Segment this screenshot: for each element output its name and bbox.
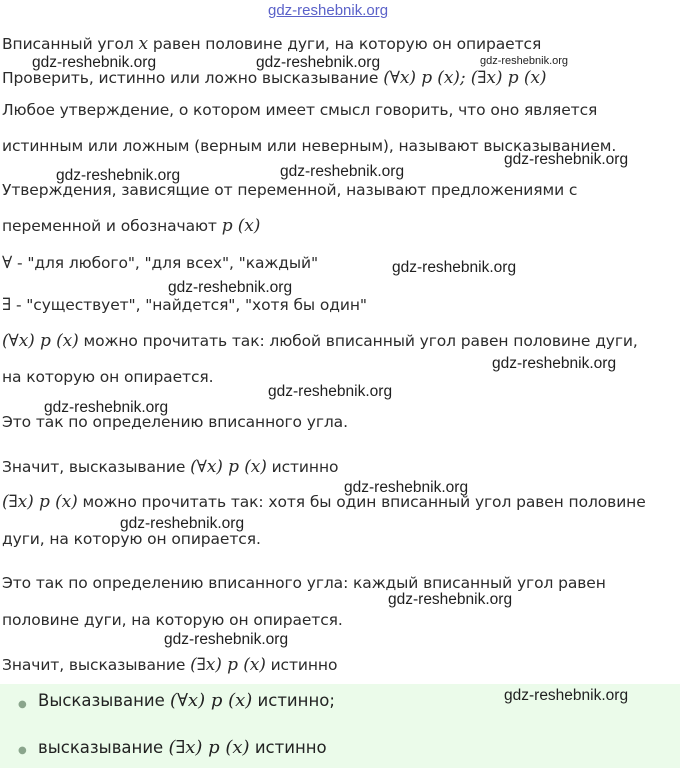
line-8: ∃ - "существует", "найдется", "хотя бы один" bbox=[2, 295, 367, 315]
watermark: gdz-reshebnik.org bbox=[56, 167, 181, 184]
line-9: (∀x) p (x) можно прочитать так: любой вписанный угол равен половине дуги, bbox=[2, 331, 638, 351]
line-15: Это так по определению вписанного угла: каждый вписанный угол равен bbox=[2, 574, 606, 592]
line-11: Это так по определению вписанного угла. bbox=[2, 413, 348, 431]
bullet-icon: ● bbox=[18, 699, 27, 710]
watermark: gdz-reshebnik.org bbox=[164, 631, 289, 648]
line-16: половине дуги, на которую он опирается. bbox=[2, 611, 343, 629]
line-10: на которую он опирается. bbox=[2, 368, 214, 386]
bullet-icon: ● bbox=[18, 745, 27, 756]
line-17: Значит, высказывание (∃x) p (x) истинно bbox=[2, 655, 338, 675]
line-7: ∀ - "для любого", "для всех", "каждый" bbox=[2, 253, 318, 273]
line-14: дуги, на которую он опирается. bbox=[2, 530, 261, 548]
watermark: gdz-reshebnik.org bbox=[256, 54, 381, 71]
watermark: gdz-reshebnik.org bbox=[388, 591, 513, 608]
line-4: истинным или ложным (верным или неверным), называют высказыванием. bbox=[2, 137, 617, 155]
watermark: gdz-reshebnik.org bbox=[344, 479, 469, 496]
line-2: Проверить, истинно или ложно высказывание (∀x) p (x); (∃x) p (x) bbox=[2, 68, 547, 88]
watermark: gdz-reshebnik.org bbox=[32, 54, 157, 71]
line-1: Вписанный угол x равен половине дуги, на которую он опирается bbox=[2, 34, 542, 54]
watermark: gdz-reshebnik.org bbox=[504, 687, 629, 704]
line-6: переменной и обозначают p (x) bbox=[2, 216, 261, 236]
answer-2: высказывание (∃x) p (x) истинно bbox=[38, 737, 327, 758]
watermark: gdz-reshebnik.org bbox=[268, 383, 393, 400]
line-13: (∃x) p (x) можно прочитать так: хотя бы один вписанный угол равен половине bbox=[2, 492, 646, 512]
line-3: Любое утверждение, о котором имеет смысл говорить, что оно является bbox=[2, 101, 598, 119]
answer-1: Высказывание (∀x) p (x) истинно; bbox=[38, 690, 335, 711]
line-12: Значит, высказывание (∀x) p (x) истинно bbox=[2, 457, 339, 477]
watermark: gdz-reshebnik.org bbox=[504, 151, 629, 168]
site-link[interactable]: gdz-reshebnik.org bbox=[268, 2, 389, 19]
watermark: gdz-reshebnik.org bbox=[120, 515, 245, 532]
watermark: gdz-reshebnik.org bbox=[280, 163, 405, 180]
watermark: gdz-reshebnik.org bbox=[168, 279, 293, 296]
watermark: gdz-reshebnik.org bbox=[44, 399, 169, 416]
line-5: Утверждения, зависящие от переменной, называют предложениями с bbox=[2, 181, 578, 199]
watermark: gdz-reshebnik.org bbox=[480, 55, 569, 67]
watermark: gdz-reshebnik.org bbox=[392, 259, 517, 276]
watermark: gdz-reshebnik.org bbox=[492, 355, 617, 372]
